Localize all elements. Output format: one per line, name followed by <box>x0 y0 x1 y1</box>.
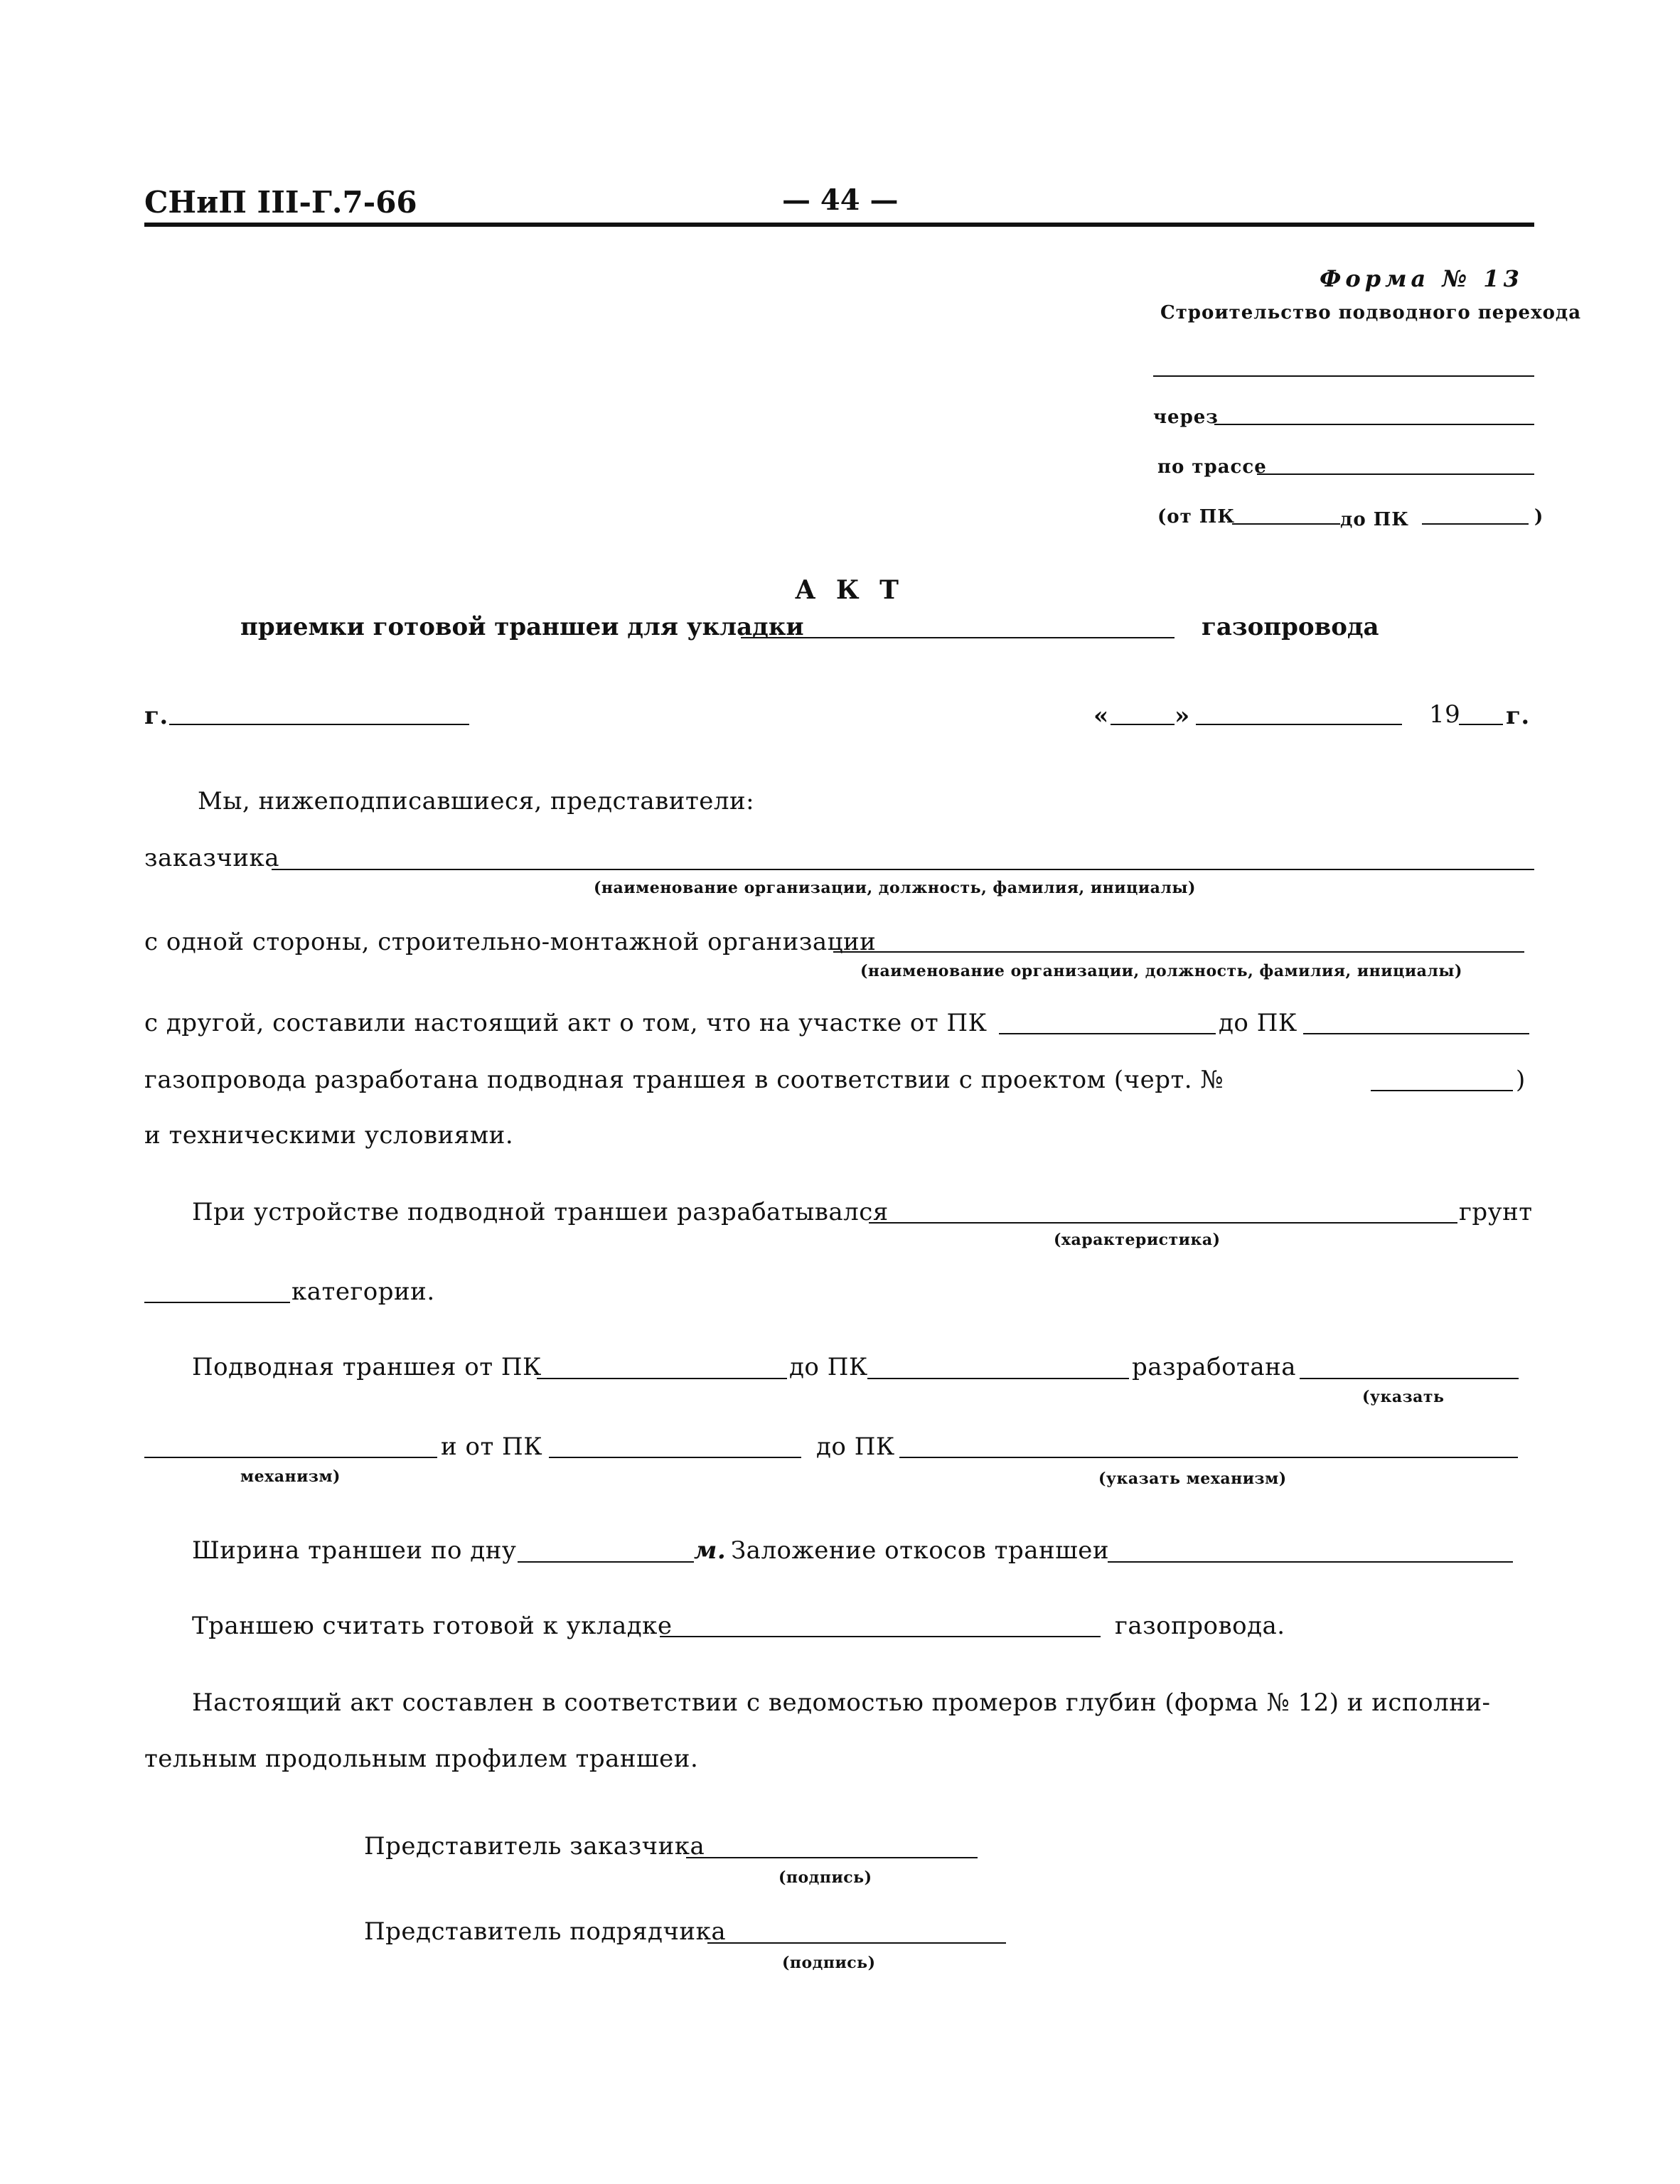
act-subtitle: приемки готовой траншеи для укладки <box>240 613 804 641</box>
one-side-text: с одной стороны, строительно-монтажной организации <box>144 928 877 956</box>
meters-label: м. <box>694 1536 727 1565</box>
gas-line-close: ) <box>1516 1066 1526 1094</box>
organization-field[interactable] <box>833 951 1524 953</box>
and-from-label: и от ПК <box>441 1433 543 1461</box>
customer-signature-field[interactable] <box>686 1857 978 1858</box>
contractor-signature-caption: (подпись) <box>782 1954 876 1972</box>
compiled-line-2: тельным продольным профилем траншеи. <box>144 1745 699 1773</box>
soil-label: грунт <box>1459 1198 1533 1226</box>
month-field[interactable] <box>1196 724 1402 725</box>
form-label: Форма № 13 <box>1320 265 1524 292</box>
ready-pipeline-field[interactable] <box>660 1636 1101 1637</box>
specify-mechanism-caption: (указать механизм) <box>1098 1470 1287 1488</box>
pipeline-type-field[interactable] <box>741 637 1175 638</box>
category-field[interactable] <box>144 1302 290 1303</box>
tech-conditions-text: и техническими условиями. <box>144 1121 514 1150</box>
to-pk-field[interactable] <box>1422 523 1529 525</box>
mechanism-caption: механизм) <box>240 1467 341 1486</box>
trench-to-label: до ПК <box>789 1353 868 1381</box>
mechanism-field-1-cont[interactable] <box>144 1457 437 1458</box>
document-code: СНиП III-Г.7-66 <box>144 185 417 220</box>
through-label: через <box>1153 407 1219 428</box>
quote-close: » <box>1175 702 1190 730</box>
gas-label: газопровода <box>1202 613 1379 641</box>
organization-caption: (наименование организации, должность, фамилия, инициалы) <box>860 962 1462 980</box>
compiled-line-1: Настоящий акт составлен в соответствии с ведомостью промеров глубин (форма № 12) и исполни- <box>192 1688 1491 1717</box>
developed-label: разработана <box>1132 1353 1297 1381</box>
drawing-number-field[interactable] <box>1371 1090 1513 1091</box>
trench-from-text: Подводная траншея от ПК <box>192 1353 542 1381</box>
ready-gas-label: газопровода. <box>1115 1612 1285 1640</box>
city-field[interactable] <box>169 724 469 725</box>
construction-label: Строительство подводного перехода <box>1160 302 1582 323</box>
trench-from-pk-field[interactable] <box>537 1378 787 1379</box>
header-rule <box>144 223 1534 227</box>
quote-open: « <box>1093 702 1109 730</box>
other-side-to-label: до ПК <box>1219 1009 1298 1037</box>
category-label: категории. <box>291 1278 435 1306</box>
year-field[interactable] <box>1459 724 1503 725</box>
customer-signature-caption: (подпись) <box>779 1868 872 1887</box>
contractor-representative-label: Представитель подрядчика <box>364 1917 727 1946</box>
city-label: г. <box>144 702 168 730</box>
customer-field[interactable] <box>272 869 1534 870</box>
to-pk-label: до ПК <box>1340 509 1409 530</box>
soil-intro-text: При устройстве подводной траншеи разрабатывался <box>192 1198 889 1226</box>
ready-label: Траншею считать готовой к укладке <box>192 1612 673 1640</box>
from-pk-label: (от ПК <box>1157 506 1236 528</box>
second-to-label: до ПК <box>816 1433 895 1461</box>
year-prefix: 19 <box>1429 700 1461 729</box>
soil-characteristic-field[interactable] <box>869 1222 1457 1224</box>
slopes-label: Заложение откосов траншеи <box>731 1536 1110 1565</box>
day-field[interactable] <box>1111 724 1175 725</box>
section-from-pk-field[interactable] <box>999 1033 1216 1034</box>
specify-caption: (указать <box>1362 1388 1445 1406</box>
we-text: Мы, нижеподписавшиеся, представители: <box>198 787 755 815</box>
second-from-pk-field[interactable] <box>549 1457 801 1458</box>
construction-field[interactable] <box>1153 375 1534 377</box>
route-label: по трассе <box>1157 456 1267 478</box>
route-field[interactable] <box>1257 473 1534 475</box>
customer-caption: (наименование организации, должность, фамилия, инициалы) <box>594 879 1196 897</box>
width-label: Ширина траншеи по дну <box>192 1536 517 1565</box>
year-suffix: г. <box>1506 702 1530 730</box>
customer-label: заказчика <box>144 844 280 872</box>
through-field[interactable] <box>1214 424 1534 425</box>
characteristic-caption: (характеристика) <box>1054 1231 1221 1249</box>
close-paren: ) <box>1534 506 1544 528</box>
contractor-signature-field[interactable] <box>707 1942 1006 1944</box>
act-title: А К Т <box>795 575 904 605</box>
trench-to-pk-field[interactable] <box>867 1378 1129 1379</box>
page-number: — 44 — <box>782 183 899 217</box>
width-field[interactable] <box>518 1561 694 1563</box>
slopes-field[interactable] <box>1108 1561 1513 1563</box>
from-pk-field[interactable] <box>1232 523 1340 525</box>
other-side-text: с другой, составили настоящий акт о том, что на участке от ПК <box>144 1009 988 1037</box>
gas-line-text: газопровода разработана подводная траншея в соответствии с проектом (черт. № <box>144 1066 1224 1094</box>
mechanism-field-2[interactable] <box>899 1457 1518 1458</box>
section-to-pk-field[interactable] <box>1303 1033 1529 1034</box>
customer-representative-label: Представитель заказчика <box>364 1832 705 1861</box>
mechanism-field-1[interactable] <box>1300 1378 1519 1379</box>
